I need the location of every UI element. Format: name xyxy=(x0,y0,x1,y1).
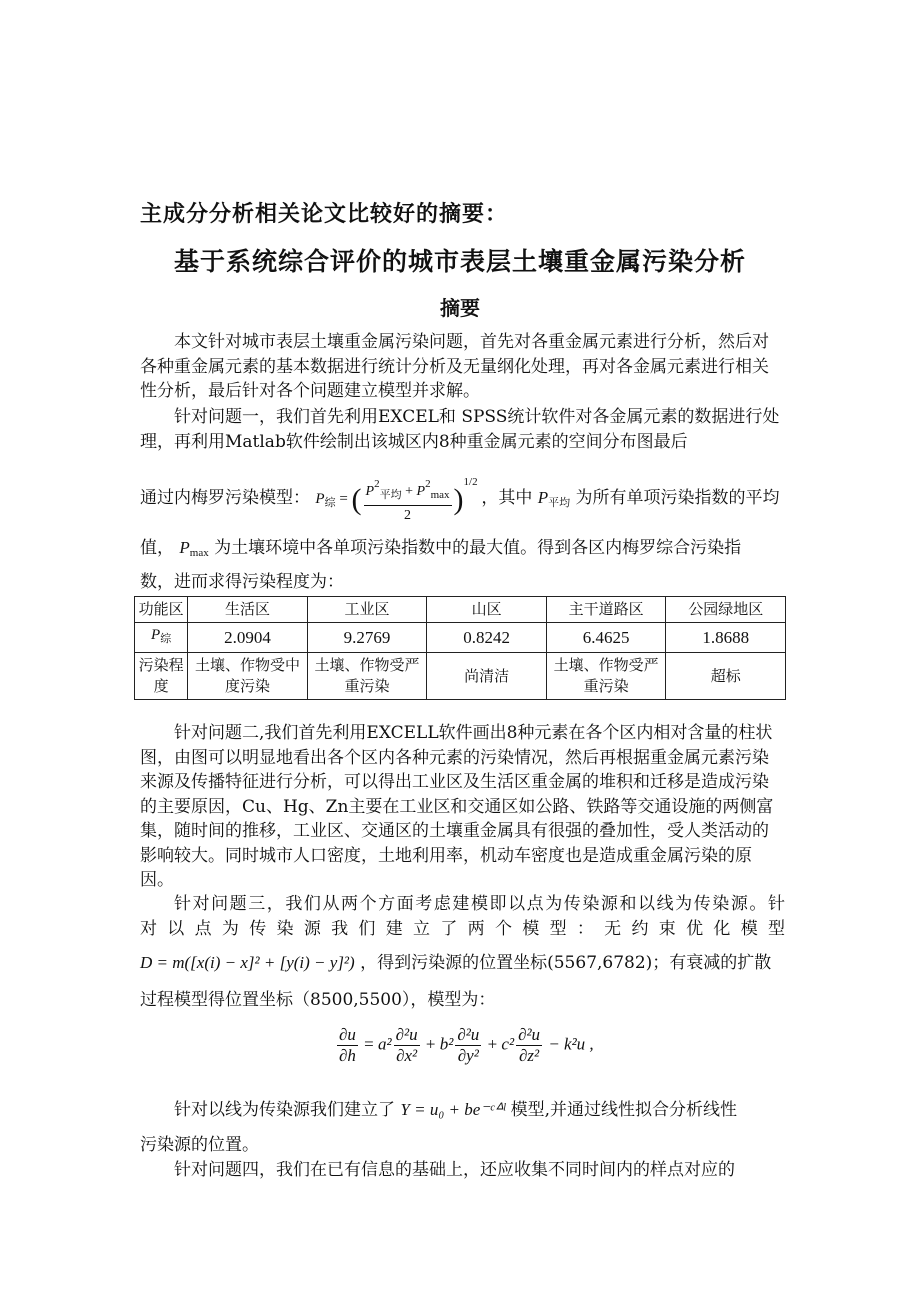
p-max-symbol: $P_{max}$ xyxy=(179,538,209,559)
table-cell: 0.8242 xyxy=(427,623,547,653)
p6-lead: 针对以线为传染源我们建立了 xyxy=(174,1100,395,1120)
abstract-paragraph-5-line-1: 针对问题三，我们从两个方面考虑建模即以点为传染源和以线为传染源。针 xyxy=(174,894,785,914)
table-cell: 土壤、作物受严重污染 xyxy=(546,653,666,700)
formula-lead-text: 通过内梅罗污染模型： xyxy=(140,488,310,508)
abstract-paragraph-2: 针对问题一，我们首先利用EXCEL和 SPSS统计软件对各金属元素的数据进行处理，再利用Matlab软件绘制出该城区内8种重金属元素的空间分布图最后 xyxy=(140,407,780,452)
abstract-paragraph-7: 针对问题四，我们在已有信息的基础上，还应收集不同时间内的样点对应的 xyxy=(174,1160,735,1180)
abstract-paragraph-6-line-2: 污染源的位置。 xyxy=(140,1135,259,1155)
page-heading: 主成分分析相关论文比较好的摘要： xyxy=(140,202,509,227)
abstract-paragraph-5-line-4: 过程模型得位置坐标（8500,5500），模型为： xyxy=(140,990,496,1010)
paper-title: 基于系统综合评价的城市表层土壤重金属污染分析 xyxy=(173,247,746,276)
paragraph-3-line xyxy=(140,533,785,568)
abstract-paragraph-5-line-3 xyxy=(140,951,785,976)
p3-lead: 值， xyxy=(140,538,174,558)
paragraph-2-formula-line xyxy=(140,462,785,526)
table-header-cell: 工业区 xyxy=(307,597,427,623)
table-cell: 尚清洁 xyxy=(427,653,547,700)
p6-post: 模型,并通过线性拟合分析线性 xyxy=(510,1100,738,1120)
abstract-paragraph-5-line-2: 对以点为传染源我们建立了两个模型：无约束优化模型 xyxy=(140,919,785,939)
table-cell: 超标 xyxy=(666,653,786,700)
abstract-paragraph-4: 针对问题二,我们首先利用EXCELL软件画出8种元素在各个区内相对含量的柱状图，由图可以明显地看出各个区内各种元素的污染情况，然后再根据重金属元素污染来源及传播特征进行分析，可以得出工业区及生活区重金属的堆积和迁移是造成污染的主要原因，Cu、Hg、Zn主要在工业区和交通区如公路、铁路等交通设施的两侧富集，随时间的推移，工业区、交通区的土壤重金属具有很强的叠加性，受人类活动的影响较大。同时城市人口密度，土地利用率，机动车密度也是造成重金属污染的原因。 xyxy=(140,723,774,890)
table-row-label: 污染程度 xyxy=(135,653,188,700)
abstract-paragraph-1: 本文针对城市表层土壤重金属污染问题，首先对各重金属元素进行分析，然后对各种重金属元素的基本数据进行统计分析及无量纲化处理，再对各金属元素进行相关性分析，最后针对各个问题建立模型并求解。 xyxy=(140,332,769,401)
formula-mid-text: ，其中 xyxy=(481,488,533,508)
table-cell: 2.0904 xyxy=(188,623,308,653)
table-row xyxy=(135,653,786,700)
table-cell: 土壤、作物受中度污染 xyxy=(188,653,308,700)
nemerow-formula: $P_综$ = ( $\frac{P^2_{平均} + P^2_{max}}{2}$ )$^{1/2}$ xyxy=(315,491,481,507)
distance-formula-post: ，得到污染源的位置坐标(5567,6782)；有衰减的扩散 xyxy=(360,953,772,973)
table-cell: 9.2769 xyxy=(307,623,427,653)
abstract-heading: 摘要 xyxy=(440,296,480,320)
table-header-cell: 山区 xyxy=(427,597,547,623)
diffusion-pde: $\frac{\partial u}{\partial h}$ = a² $\frac{\text{∂²u}}{\text{∂x²}}$ + b² $\frac{\text{∂²u}}{\text{∂y²}}$ + c² $\frac{\text{∂²u}}{\text{∂z²}}$ − k²u , xyxy=(339,1025,594,1065)
table-row-label: $P_综$ xyxy=(135,623,188,653)
table-header-row xyxy=(135,597,786,623)
distance-formula: D = m([x(i) − x]² + [y(i) − y]²) xyxy=(140,953,355,972)
table-cell: 1.8688 xyxy=(666,623,786,653)
abstract-paragraph-6 xyxy=(140,1098,785,1123)
table-row xyxy=(135,623,786,653)
table-cell: 土壤、作物受严重污染 xyxy=(307,653,427,700)
table-header-cell: 功能区 xyxy=(135,597,188,623)
line-source-formula: Y = u₀ + be⁻ᶜᐞˡ xyxy=(400,1100,506,1119)
table-header-cell: 公园绿地区 xyxy=(666,597,786,623)
paragraph-3-line-2: 数，进而求得污染程度为： xyxy=(140,572,344,592)
p-avg-symbol: $P_{平均}$ xyxy=(537,488,571,509)
p3-post: 为土壤环境中各单项污染指数中的最大值。得到各区内梅罗综合污染指 xyxy=(214,538,742,558)
pollution-table xyxy=(134,596,786,700)
formula-post-text: 为所有单项污染指数的平均 xyxy=(575,488,780,508)
table-header-cell: 生活区 xyxy=(188,597,308,623)
table-header-cell: 主干道路区 xyxy=(546,597,666,623)
table-cell: 6.4625 xyxy=(546,623,666,653)
